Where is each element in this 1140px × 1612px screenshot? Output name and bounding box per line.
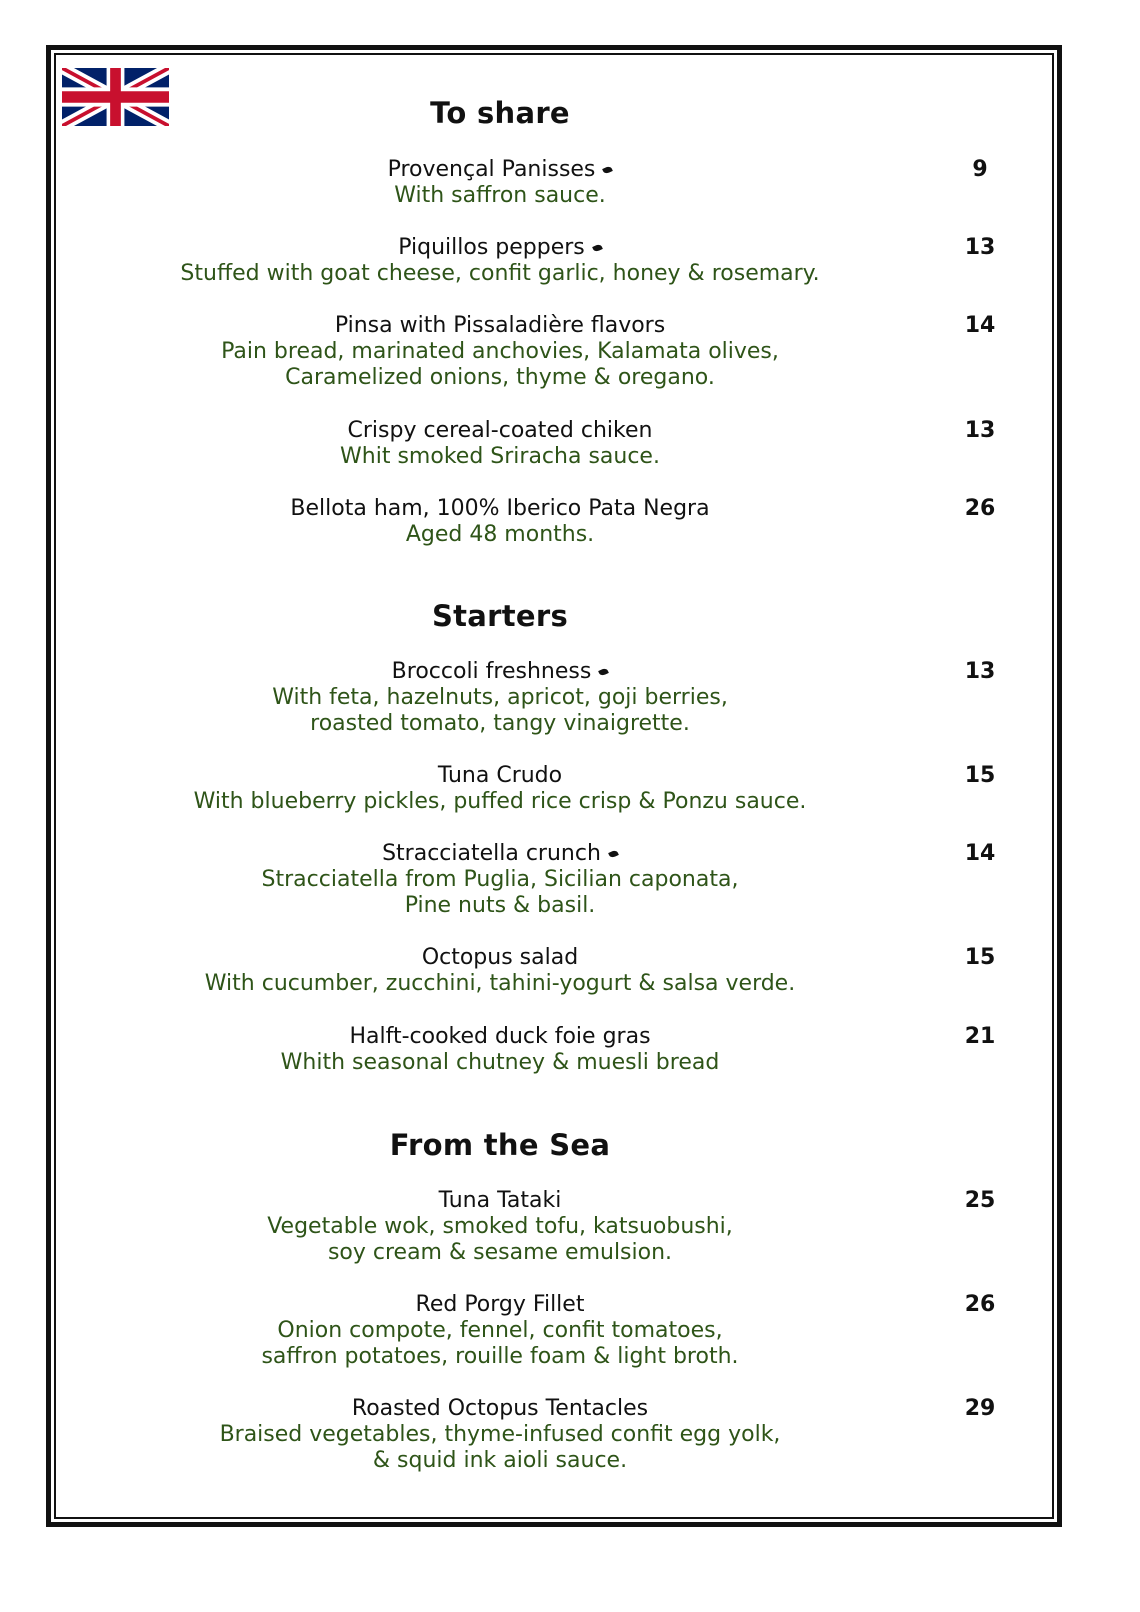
menu-item-name-text: Stracciatella crunch: [382, 841, 601, 866]
menu-item-price: 21: [964, 1024, 996, 1049]
menu-item: [0, 235, 1000, 287]
section-title: To share: [430, 96, 570, 130]
menu-item-name: [0, 418, 1000, 444]
menu-item: [0, 418, 1000, 470]
menu-item-price: 26: [964, 1292, 996, 1317]
menu-item-name: [0, 1396, 1000, 1422]
menu-item: [0, 945, 1000, 997]
menu-item: [0, 763, 1000, 815]
menu-item-description: Braised vegetables, thyme-infused confit egg yolk, & squid ink aioli sauce.: [219, 1422, 781, 1473]
menu-item-name-text: Broccoli freshness: [391, 659, 592, 684]
menu-item-name: [0, 1024, 1000, 1050]
menu-item: [0, 496, 1000, 548]
menu-item-name: [0, 659, 1000, 685]
menu-item-name-text: Halft-cooked duck foie gras: [349, 1024, 651, 1049]
menu-item-description: Whit smoked Sriracha sauce.: [340, 444, 660, 469]
menu-item-name-text: Piquillos peppers: [398, 235, 585, 260]
menu-item-price: 26: [964, 496, 996, 521]
menu-item-name: [0, 841, 1000, 867]
menu-item-name: [0, 313, 1000, 339]
menu-item-price: 14: [964, 841, 996, 866]
menu-item-name-text: Pinsa with Pissaladière flavors: [334, 313, 666, 338]
menu-item-price: 14: [964, 313, 996, 338]
menu-item-name-text: Provençal Panisses: [387, 157, 596, 182]
menu-item: [0, 157, 1000, 209]
menu-item-description: Stuffed with goat cheese, confit garlic, honey & rosemary.: [180, 261, 820, 286]
leaf-icon: [598, 667, 609, 676]
menu-item-name-text: Crispy cereal-coated chiken: [347, 418, 653, 443]
menu-item-name-text: Tuna Tataki: [438, 1188, 562, 1213]
leaf-icon: [608, 849, 619, 858]
menu-item-name-text: Bellota ham, 100% Iberico Pata Negra: [290, 496, 710, 521]
menu-item: [0, 1188, 1000, 1266]
menu-item-name: [0, 945, 1000, 971]
menu-item-price: 29: [964, 1396, 996, 1421]
leaf-icon: [603, 165, 614, 174]
menu-item-name: [0, 235, 1000, 261]
menu-item-name-text: Tuna Crudo: [437, 763, 563, 788]
menu-item-name-text: Octopus salad: [421, 945, 579, 970]
menu-item: [0, 659, 1000, 737]
menu-item-description: Pain bread, marinated anchovies, Kalamata olives, Caramelized onions, thyme & oregano.: [221, 339, 779, 390]
menu-item-name: [0, 763, 1000, 789]
menu-item-price: 15: [964, 763, 996, 788]
menu-item-name-text: Red Porgy Fillet: [415, 1292, 585, 1317]
menu-item-price: 9: [972, 157, 988, 182]
menu-item-description: With cucumber, zucchini, tahini-yogurt & salsa verde.: [204, 971, 796, 996]
menu-item-description: With feta, hazelnuts, apricot, goji berries, roasted tomato, tangy vinaigrette.: [272, 685, 728, 736]
menu-item-description: Stracciatella from Puglia, Sicilian caponata, Pine nuts & basil.: [261, 867, 739, 918]
menu-item-price: 15: [964, 945, 996, 970]
section-title: From the Sea: [389, 1128, 611, 1162]
menu-item-description: Vegetable wok, smoked tofu, katsuobushi, soy cream & sesame emulsion.: [267, 1214, 733, 1265]
menu-item-name: [0, 1292, 1000, 1318]
menu-item-description: With blueberry pickles, puffed rice crisp & Ponzu sauce.: [193, 789, 807, 814]
menu-item-description: Aged 48 months.: [405, 522, 595, 547]
menu-item-description: Onion compote, fennel, confit tomatoes, saffron potatoes, rouille foam & light broth.: [261, 1318, 739, 1369]
menu-item-description: Whith seasonal chutney & muesli bread: [280, 1050, 720, 1075]
menu-item-price: 25: [964, 1188, 996, 1213]
menu-item-price: 13: [964, 659, 996, 684]
menu-item-name: [0, 1188, 1000, 1214]
menu-item-price: 13: [964, 418, 996, 443]
menu-item-name: [0, 157, 1000, 183]
menu-item: [0, 313, 1000, 391]
menu-item-name-text: Roasted Octopus Tentacles: [351, 1396, 649, 1421]
menu-item: [0, 1292, 1000, 1370]
menu-item-price: 13: [964, 235, 996, 260]
menu-item: [0, 1396, 1000, 1474]
menu-item: [0, 1024, 1000, 1076]
leaf-icon: [592, 243, 603, 252]
section-title: Starters: [431, 599, 569, 633]
menu-item-name: [0, 496, 1000, 522]
menu-item: [0, 841, 1000, 919]
menu-item-description: With saffron sauce.: [394, 183, 606, 208]
